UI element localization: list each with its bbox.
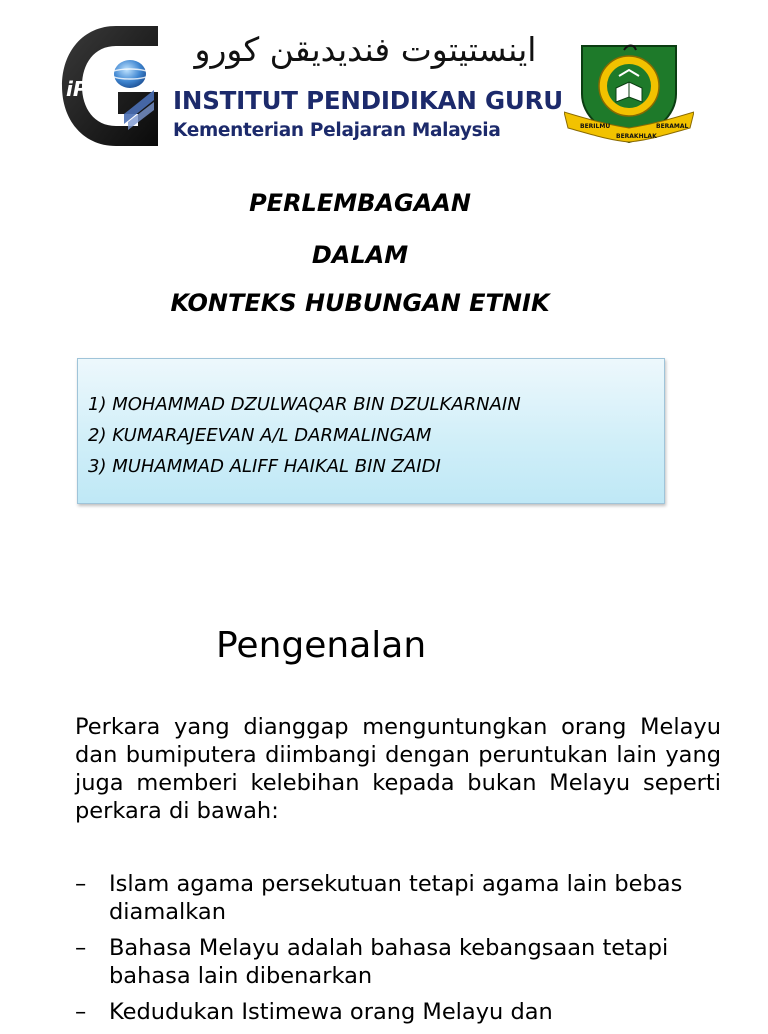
bullet-list [75, 870, 725, 1034]
intro-paragraph: Perkara yang dianggap menguntungkan orang Melayu dan bumiputera diimbangi dengan peruntukan lain yang juga memberi kelebihan kepada bukan Melayu seperti perkara di bawah: [75, 714, 721, 824]
title-line-3: KONTEKS HUBUNGAN ETNIK [170, 289, 550, 317]
member-3: 3) MUHAMMAD ALIFF HAIKAL BIN ZAIDI [88, 456, 441, 477]
ministry-name: Kementerian Pelajaran Malaysia [173, 120, 501, 141]
bullet-item-2 [75, 934, 725, 990]
section-heading: Pengenalan [216, 625, 427, 666]
crest-emblem-icon [564, 42, 694, 148]
bullet-text-1: Islam agama persekutuan tetapi agama lain bebas diamalkan [109, 871, 683, 925]
group-members-box [77, 358, 665, 504]
title-line-2: DALAM [311, 241, 409, 269]
dash-bullet-icon: – [75, 935, 87, 961]
member-1: 1) MOHAMMAD DZULWAQAR BIN DZULKARNAIN [88, 394, 521, 415]
crest-motto-1: BERILMU [580, 123, 611, 130]
title-line-1: PERLEMBAGAAN [249, 189, 471, 217]
bullet-text-3: Kedudukan Istimewa orang Melayu dan [109, 999, 553, 1025]
bullet-item-3 [75, 998, 725, 1026]
institute-arabic-name: اينستيتوت فنديديقن كورو [194, 30, 537, 69]
ipg-logo [58, 22, 563, 150]
bullet-text-2: Bahasa Melayu adalah bahasa kebangsaan tetapi bahasa lain dibenarkan [109, 935, 669, 989]
dash-bullet-icon: – [75, 871, 87, 897]
member-2: 2) KUMARAJEEVAN A/L DARMALINGAM [88, 425, 432, 446]
ipg-abbrev: iPG [66, 77, 104, 101]
member-list [88, 389, 521, 482]
bullet-item-1 [75, 870, 725, 926]
crest-motto-2: BERAKHLAK [616, 133, 657, 140]
institute-name: INSTITUT PENDIDIKAN GURU [173, 86, 563, 115]
dash-bullet-icon: – [75, 999, 87, 1025]
crest-motto-3: BERAMAL [656, 123, 689, 130]
ipg-emblem-icon [58, 22, 168, 150]
